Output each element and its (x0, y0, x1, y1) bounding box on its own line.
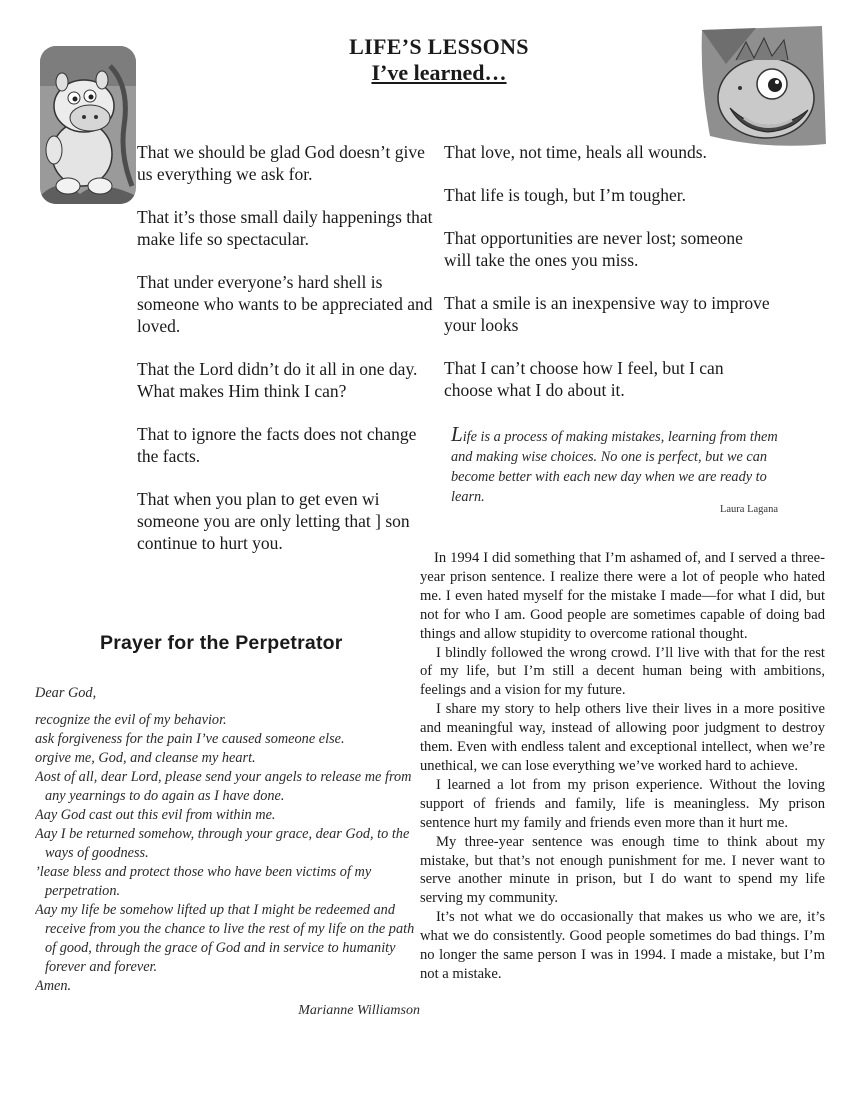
lesson-item: That opportunities are never lost; someone will take the ones you miss. (444, 228, 743, 270)
lessons-left-column (137, 141, 433, 575)
story-column (420, 549, 825, 984)
dinosaur-cartoon-image (696, 24, 828, 150)
story-paragraph: My three-year sentence was enough time to think about my mistake, but that’s not enough punishment for me. I never want to serve another minute in prison, but I do want to spend my life serving my community. (420, 833, 825, 907)
hippo-cartoon-image (40, 46, 136, 204)
prayer-line: ’lease bless and protect those who have been victims of my (35, 864, 372, 880)
story-paragraph: I share my story to help others live their lives in a more positive and meaningful way, instead of allowing poor judgment to destroy them. Even with endless talent and exceptional intellect, when we’re unethical, we can lose everything we’ve worked hard to achieve. (420, 701, 825, 774)
prayer-salutation: Dear God, (35, 685, 97, 701)
lesson-item: That a smile is an inexpensive way to improve your looks (444, 293, 770, 335)
lesson-item: That life is tough, but I’m tougher. (444, 185, 687, 205)
quote-block (451, 424, 783, 507)
story-paragraph: I learned a lot from my prison experience. Without the loving support of friends and family, life is meaningless. My prison sentence hurt my family and friends even more than it hurt me. (420, 776, 825, 831)
prayer-line: perpetration. (45, 883, 121, 899)
story-paragraph: I blindly followed the wrong crowd. I’ll live with that for the rest of my life, but I’m still a decent human being with ambitions, feelings and a vision for my future. (420, 644, 825, 699)
prayer-line: recognize the evil of my behavior. (35, 712, 227, 728)
lesson-item: That we should be glad God doesn’t give us everything we ask for. (137, 142, 425, 184)
prayer-line: Amen. (35, 978, 72, 994)
prayer-line: Aay God cast out this evil from within me. (35, 807, 276, 823)
quote-author: Laura Lagana (719, 504, 778, 515)
prayer-line: ask forgiveness for the pain I’ve caused someone else. (35, 731, 345, 747)
prayer-line: of good, through the grace of God and in service to humanity (45, 940, 396, 956)
prayer-body (35, 684, 420, 996)
lesson-item: That to ignore the facts does not change the facts. (137, 424, 417, 466)
story-paragraph: In 1994 I did something that I’m ashamed of, and I served a three-year prison sentence. I realize there were a lot of people who hated me. I even hated myself for the mistake I made—for what I did, but not for who I am. Good people are sometimes capable of doing bad things and allow stupidity to overcome rational thought. (420, 550, 825, 642)
lesson-item: That it’s those small daily happenings that make life so spectacular. (137, 207, 433, 249)
page-title: LIFE’S LESSONS (349, 34, 529, 59)
prayer-line: ways of goodness. (45, 845, 149, 861)
lesson-item: That I can’t choose how I feel, but I can choose what I do about it. (444, 358, 724, 400)
prayer-line: any yearnings to do again as I have done. (45, 788, 285, 804)
lessons-right-column (444, 141, 774, 422)
lesson-item: That the Lord didn’t do it all in one day. What makes Him think I can? (137, 359, 418, 401)
prayer-author: Marianne Williamson (298, 1003, 420, 1018)
prayer-line: orgive me, God, and cleanse my heart. (35, 750, 256, 766)
story-paragraph: It’s not what we do occasionally that makes us who we are, it’s what we do consistently. Good people sometimes do bad things. I’m no longer the same person I was in 1994. I made a mistake, but I’m not a mistake. (420, 909, 825, 982)
prayer-title: Prayer for the Perpetrator (100, 632, 343, 654)
lesson-item: That when you plan to get even wi someone you are only letting that ] son continue to hurt you. (137, 489, 410, 553)
prayer-line: Aay I be returned somehow, through your grace, dear God, to the (35, 826, 410, 842)
prayer-line: receive from you the chance to live the rest of my life on the path (45, 921, 415, 937)
page-subtitle: I’ve learned… (371, 60, 507, 85)
prayer-line: Aost of all, dear Lord, please send your angels to release me from (35, 769, 412, 785)
quote-text: ife is a process of making mistakes, learning from them and making wise choices. No one is perfect, but we can become better with each new day when we are ready to learn. (451, 429, 778, 505)
prayer-line: Aay my life be somehow lifted up that I might be redeemed and (35, 902, 395, 918)
lesson-item: That love, not time, heals all wounds. (444, 142, 707, 162)
lesson-item: That under everyone’s hard shell is someone who wants to be appreciated and loved. (137, 272, 433, 336)
prayer-line: forever and forever. (45, 959, 158, 975)
quote-drop-letter: L (451, 422, 463, 446)
